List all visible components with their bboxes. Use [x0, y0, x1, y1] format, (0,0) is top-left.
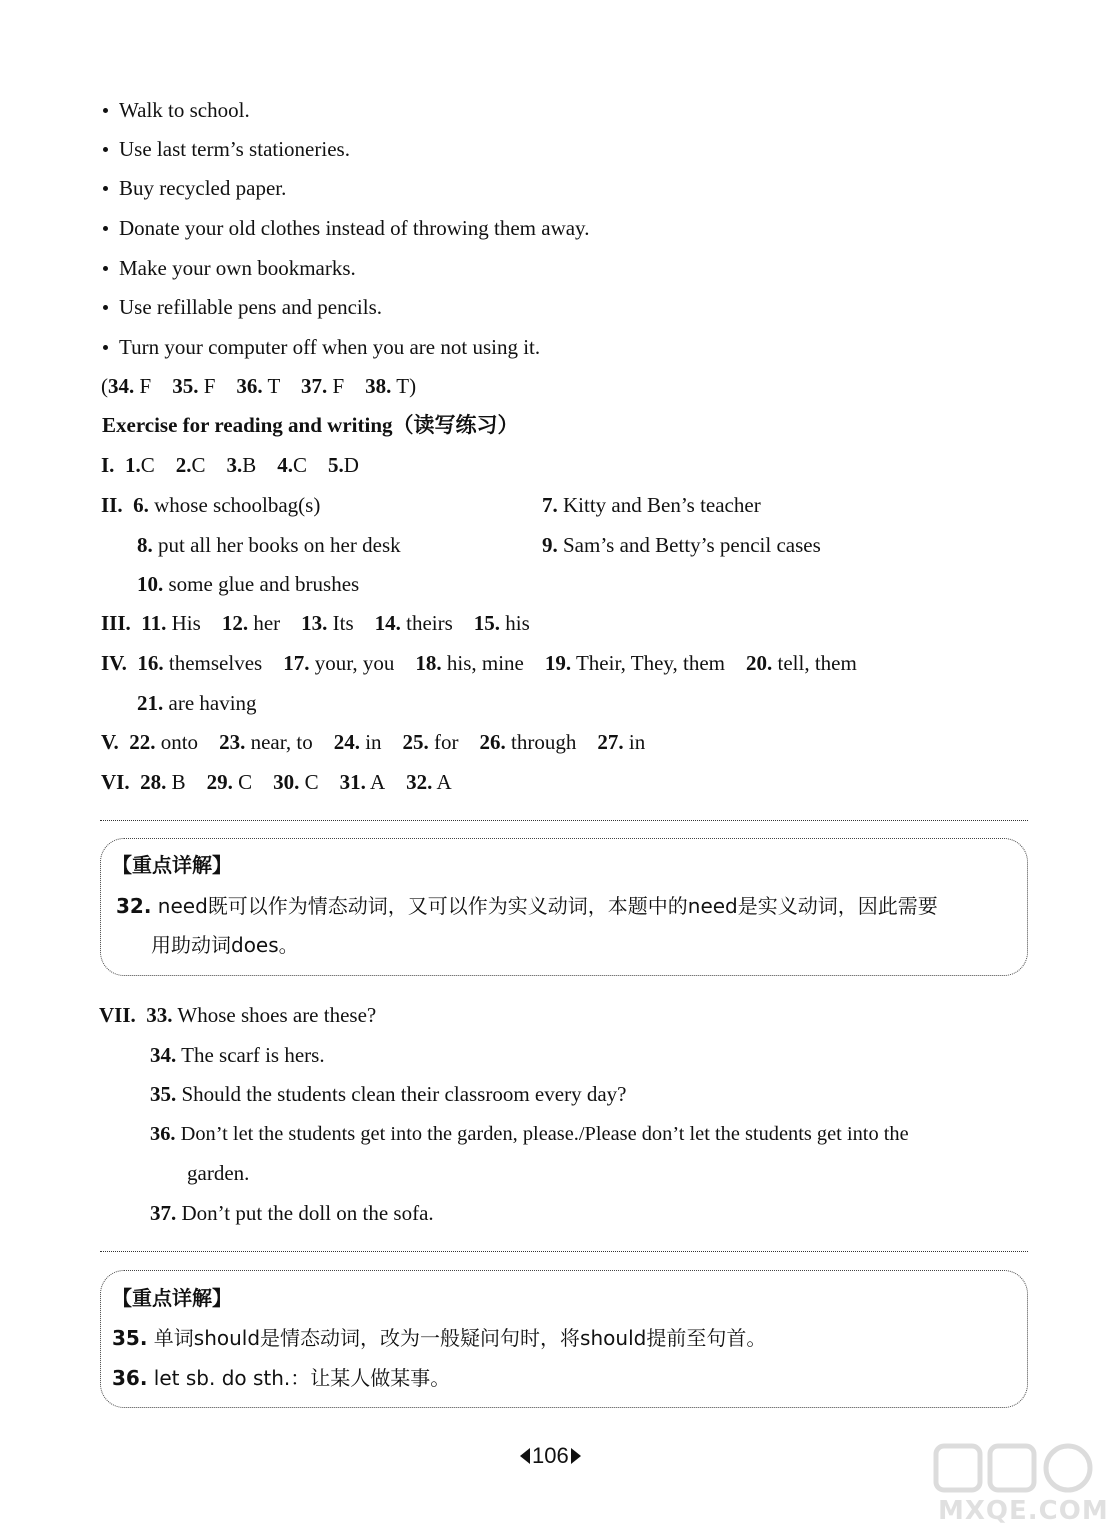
bullet-item: Turn your computer off when you are not using it. — [103, 334, 540, 360]
bullet-icon — [103, 108, 108, 113]
section-vii-row5: 37. Don’t put the doll on the sofa. — [150, 1201, 434, 1225]
bullet-icon — [103, 147, 108, 152]
bullet-icon — [103, 345, 108, 350]
bullet-item: Buy recycled paper. — [103, 175, 286, 201]
section-vii-row1: VII. 33. Whose shoes are these? — [99, 1003, 377, 1027]
tf-answers: (34. F 35. F 36. T 37. F 38. T) — [101, 374, 417, 398]
section-iv-row2: 21. are having — [137, 691, 257, 715]
dotted-separator — [100, 1251, 1028, 1252]
section-vii-row3: 35. Should the students clean their classroom every day? — [150, 1082, 627, 1106]
bullet-icon — [103, 226, 108, 231]
bullet-item: Use last term’s stationeries. — [103, 136, 350, 162]
bullet-item: Use refillable pens and pencils. — [103, 294, 382, 320]
note-title: 【重点详解】 — [112, 1286, 232, 1310]
section-vii-row4: 36. Don’t let the students get into the garden, please./Please don’t let the students get into the — [150, 1123, 909, 1145]
section-i: I. 1.C 2.C 3.B 4.C 5.D — [101, 453, 359, 477]
page-number: 106 — [520, 1443, 581, 1469]
note-line: 用助动词does。 — [151, 933, 299, 957]
section-vii-row2: 34. The scarf is hers. — [150, 1043, 325, 1067]
section-ii-row1-right: 7. Kitty and Ben’s teacher — [542, 493, 761, 517]
section-vi: VI. 28. B 29. C 30. C 31. A 32. A — [101, 770, 452, 794]
section-v: V. 22. onto 23. near, to 24. in 25. for 26. through 27. in — [101, 730, 646, 754]
section-iii: III. 11. His 12. her 13. Its 14. theirs 15. his — [101, 611, 530, 635]
left-triangle-icon — [520, 1448, 530, 1464]
bullet-icon — [103, 266, 108, 271]
section-iv: IV. 16. themselves 17. your, you 18. his, mine 19. Their, They, them 20. tell, them — [101, 651, 857, 675]
bullet-icon — [103, 305, 108, 310]
bullet-icon — [103, 186, 108, 191]
note-line: 36. let sb. do sth.：让某人做某事。 — [112, 1366, 451, 1390]
section-ii-row1-left: II. 6. whose schoolbag(s) — [101, 493, 321, 517]
section-ii-row2-right: 9. Sam’s and Betty’s pencil cases — [542, 533, 821, 557]
note-line: 32. need既可以作为情态动词，又可以作为实义动词，本题中的need是实义动词，因此需要 — [116, 894, 938, 918]
section-vii-row4-cont: garden. — [187, 1161, 250, 1185]
section-ii-row2-left: 8. put all her books on her desk — [137, 533, 401, 557]
note-title: 【重点详解】 — [112, 853, 232, 877]
watermark-logo: MXQE.COM — [930, 1440, 1100, 1532]
exercise-title: Exercise for reading and writing（读写练习） — [102, 413, 519, 437]
bullet-item: Walk to school. — [103, 97, 250, 123]
watermark-icon — [930, 1440, 1100, 1500]
section-ii-row3: 10. some glue and brushes — [137, 572, 360, 596]
bullet-item: Make your own bookmarks. — [103, 255, 356, 281]
bullet-item: Donate your old clothes instead of throwing them away. — [103, 215, 589, 241]
dotted-separator — [100, 820, 1028, 821]
right-triangle-icon — [571, 1448, 581, 1464]
note-line: 35. 单词should是情态动词，改为一般疑问句时，将should提前至句首。 — [112, 1326, 767, 1350]
